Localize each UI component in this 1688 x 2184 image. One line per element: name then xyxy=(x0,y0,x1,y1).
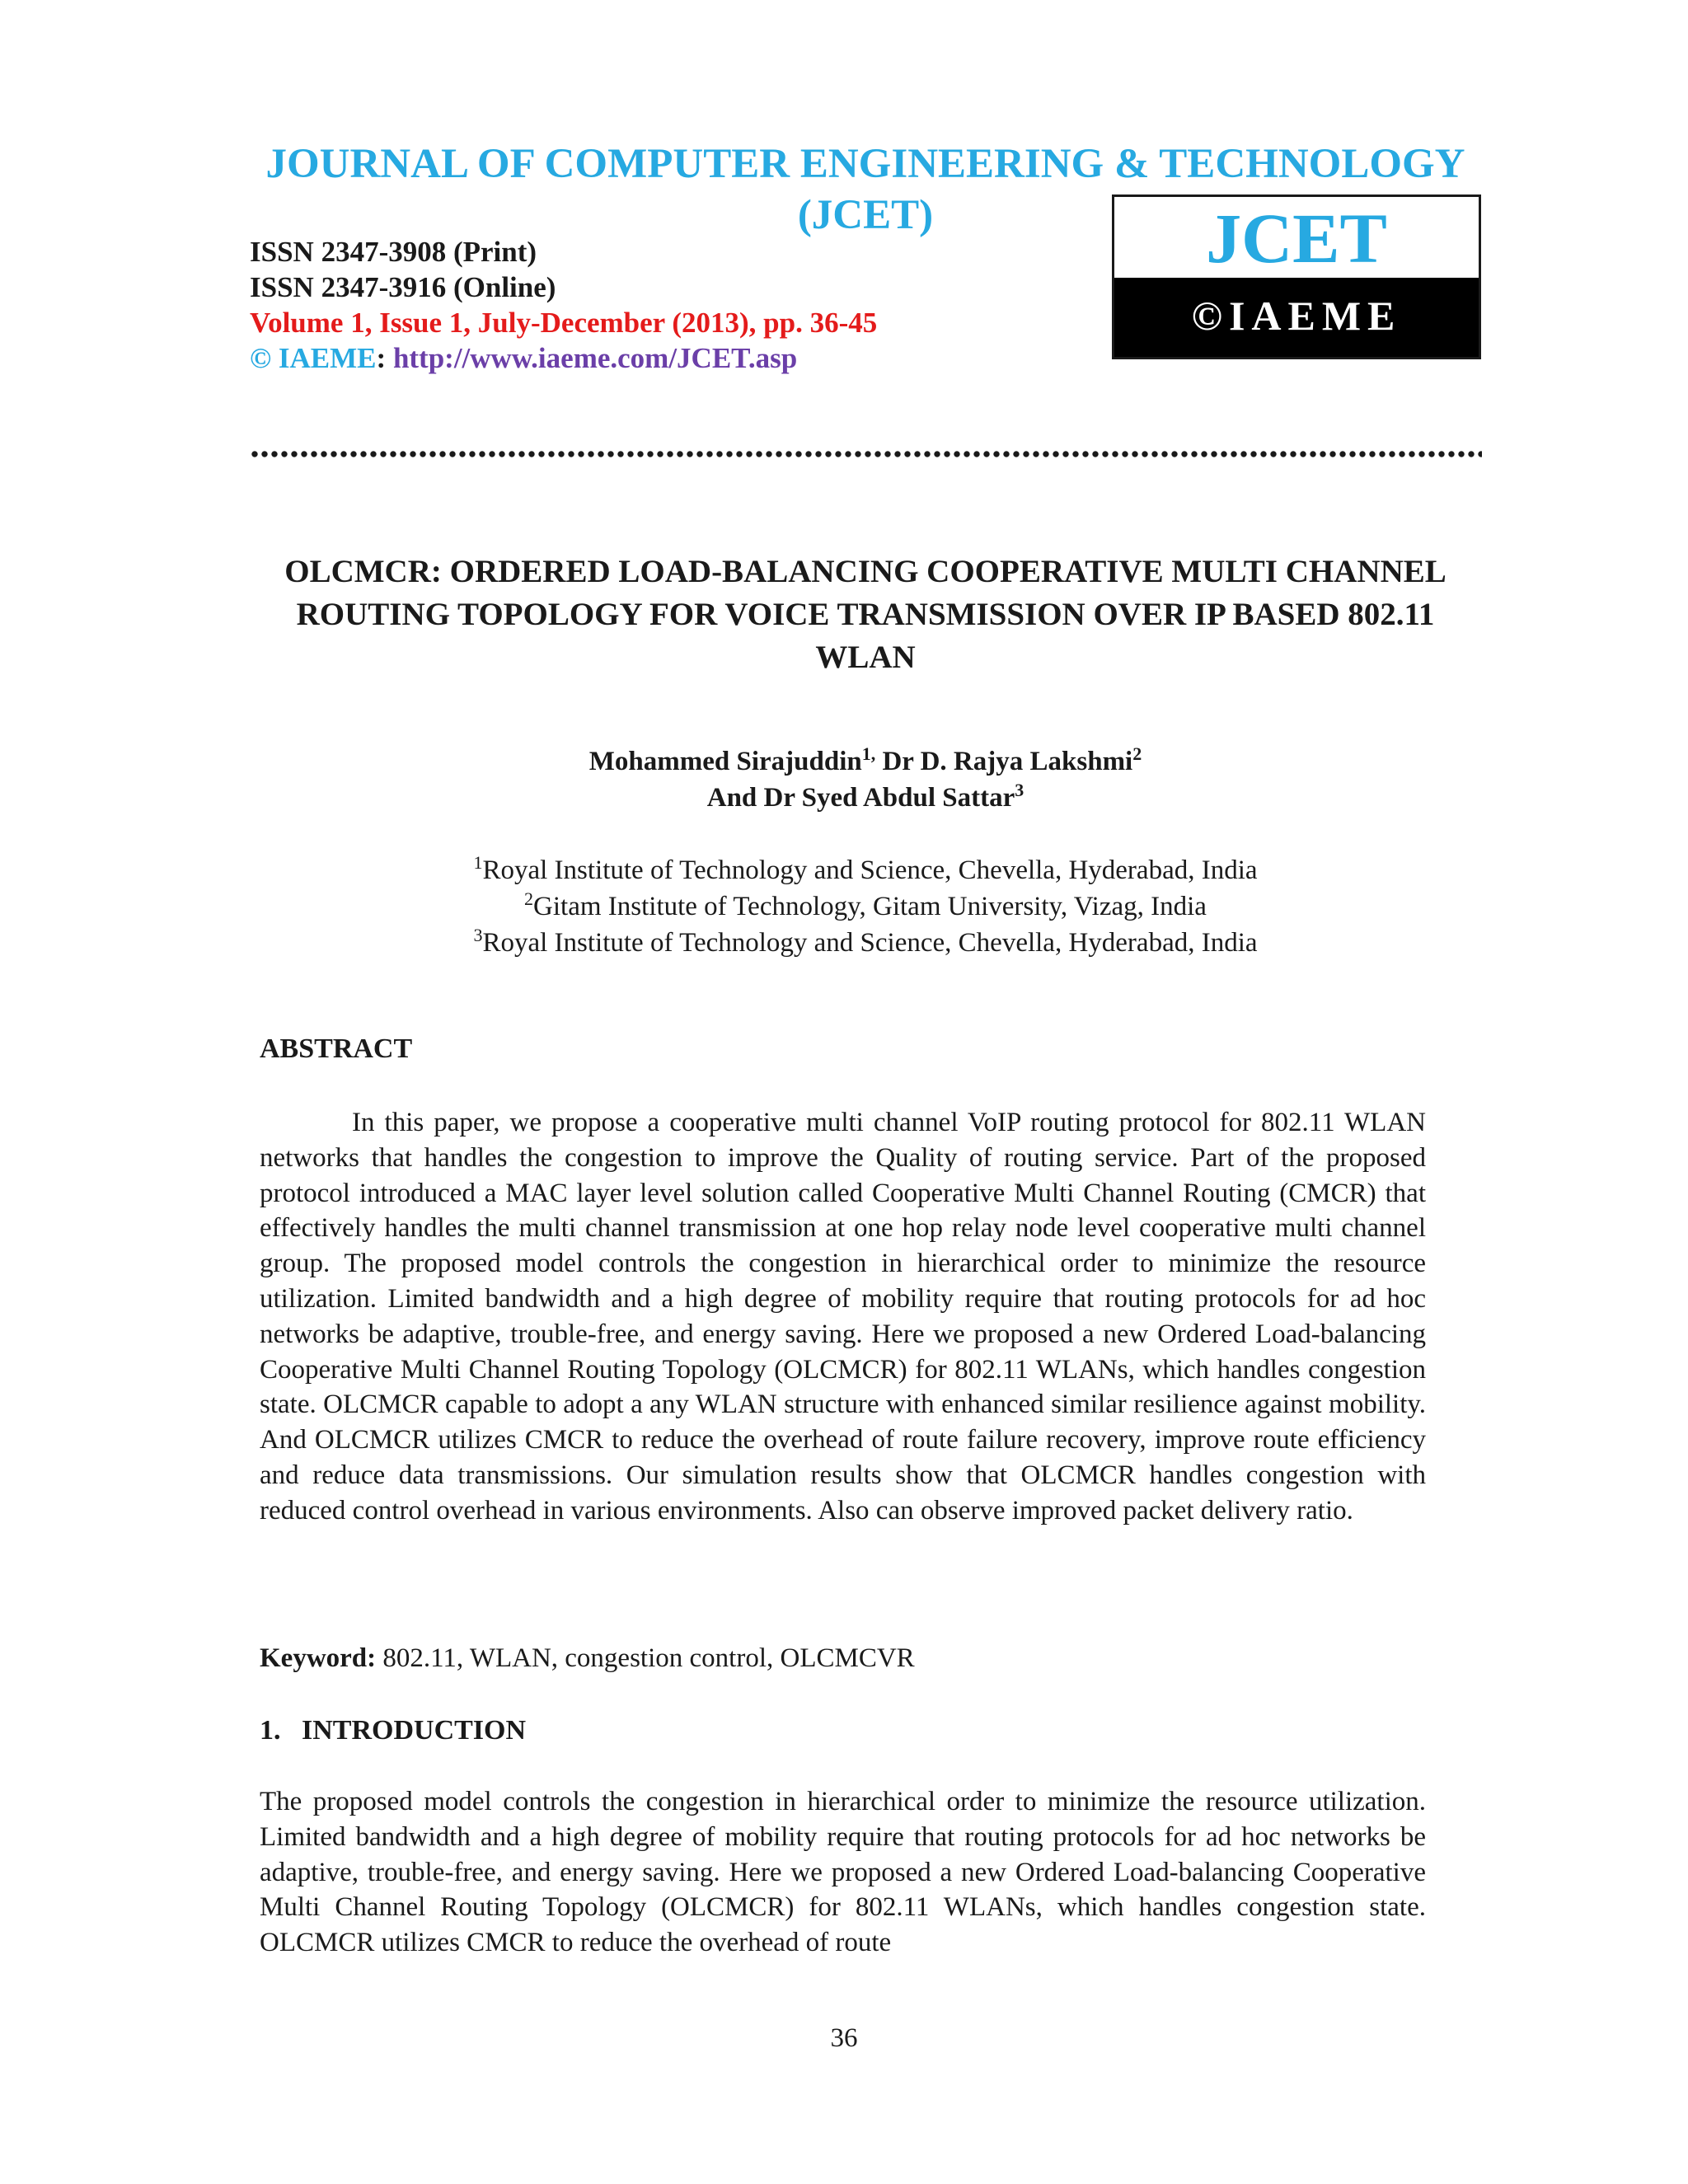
abstract-heading: ABSTRACT xyxy=(260,1033,413,1064)
author-3-sup: 3 xyxy=(1015,780,1025,800)
introduction-heading: 1. INTRODUCTION xyxy=(260,1715,527,1746)
journal-meta xyxy=(250,234,877,376)
introduction-text: The proposed model controls the congestion in hierarchical order to minimize the resource utilization. Limited bandwidth and a high degree of mobility require that routing protocols for ad hoc networks be adaptive, trouble-free, and energy saving. Here we proposed a new Ordered Load-balancing Cooperative Multi Channel Routing Topology (OLCMCR) for 802.11 WLANs, which handles congestion state. OLCMCR utilizes CMCR to reduce the overhead of route xyxy=(260,1787,1426,1958)
journal-title: JOURNAL OF COMPUTER ENGINEERING & TECHNOLOGY (JCET) xyxy=(265,141,1465,239)
copyright-separator: : xyxy=(376,342,393,374)
affiliation-2-sup: 2 xyxy=(524,888,534,909)
abstract-text: In this paper, we propose a cooperative multi channel VoIP routing protocol for 802.11 WLAN networks that handles the congestion to improve the Quality of routing service. Part of the proposed protocol introduced a MAC layer level solution called Cooperative Multi Channel Routing (CMCR) that effectively handles the multi channel transmission at one hop relay node level cooperative multi channel group. The proposed model controls the congestion in hierarchical order to minimize the resource utilization. Limited bandwidth and a high degree of mobility require that routing protocols for ad hoc networks be adaptive, trouble-free, and energy saving. Here we proposed a new Ordered Load-balancing Cooperative Multi Channel Routing Topology (OLCMCR) for 802.11 WLANs, which handles congestion state. OLCMCR capable to adopt a any WLAN structure with enhanced similar resilience against mobility. And OLCMCR utilizes CMCR to reduce the overhead of route failure recovery, improve route efficiency and reduce data transmissions. Our simulation results show that OLCMCR handles congestion with reduced control overhead in various environments. Also can observe improved packet delivery ratio. xyxy=(260,1108,1426,1526)
authors xyxy=(247,743,1484,816)
affiliation-3 xyxy=(247,925,1484,961)
issn-print: ISSN 2347-3908 (Print) xyxy=(250,236,537,268)
dotted-divider xyxy=(250,450,1482,458)
copyright-line xyxy=(250,340,877,376)
volume-info: Volume 1, Issue 1, July-December (2013), pp. 36-45 xyxy=(250,307,878,339)
jcet-logo xyxy=(1112,194,1481,359)
affiliations xyxy=(247,852,1484,961)
affiliation-1-sup: 1 xyxy=(473,852,483,873)
keywords xyxy=(260,1642,915,1675)
journal-url-link[interactable]: http://www.iaeme.com/JCET.asp xyxy=(392,342,798,374)
issn-online: ISSN 2347-3916 (Online) xyxy=(250,271,556,303)
keyword-text: 802.11, WLAN, congestion control, OLCMCVR xyxy=(376,1643,915,1673)
affiliation-3-text: Royal Institute of Technology and Science, Chevella, Hyderabad, India xyxy=(482,928,1258,958)
author-1-sup: 1, xyxy=(861,743,876,764)
paper-title: OLCMCR: ORDERED LOAD-BALANCING COOPERATIVE MULTI CHANNEL ROUTING TOPOLOGY FOR VOICE TRANSMISSION OVER IP BASED 802.11 WLAN xyxy=(284,554,1447,675)
author-2: Dr D. Rajya Lakshmi xyxy=(875,747,1133,776)
affiliation-2 xyxy=(247,888,1484,925)
author-3: And Dr Syed Abdul Sattar xyxy=(706,783,1015,813)
author-line-1 xyxy=(247,743,1484,780)
page-number: 36 xyxy=(830,2023,858,2053)
affiliation-3-sup: 3 xyxy=(473,925,483,945)
affiliation-1 xyxy=(247,852,1484,888)
affiliation-1-text: Royal Institute of Technology and Science, Chevella, Hyderabad, India xyxy=(482,855,1258,885)
keyword-label: Keyword: xyxy=(260,1643,377,1673)
logo-iaeme-text: ©IAEME xyxy=(1114,278,1479,357)
logo-jcet-text: JCET xyxy=(1206,199,1387,278)
affiliation-2-text: Gitam Institute of Technology, Gitam University, Vizag, India xyxy=(533,892,1207,921)
author-1: Mohammed Sirajuddin xyxy=(588,747,862,776)
author-2-sup: 2 xyxy=(1132,743,1142,764)
author-line-2 xyxy=(247,780,1484,816)
copyright-iaeme: © IAEME xyxy=(250,342,377,374)
